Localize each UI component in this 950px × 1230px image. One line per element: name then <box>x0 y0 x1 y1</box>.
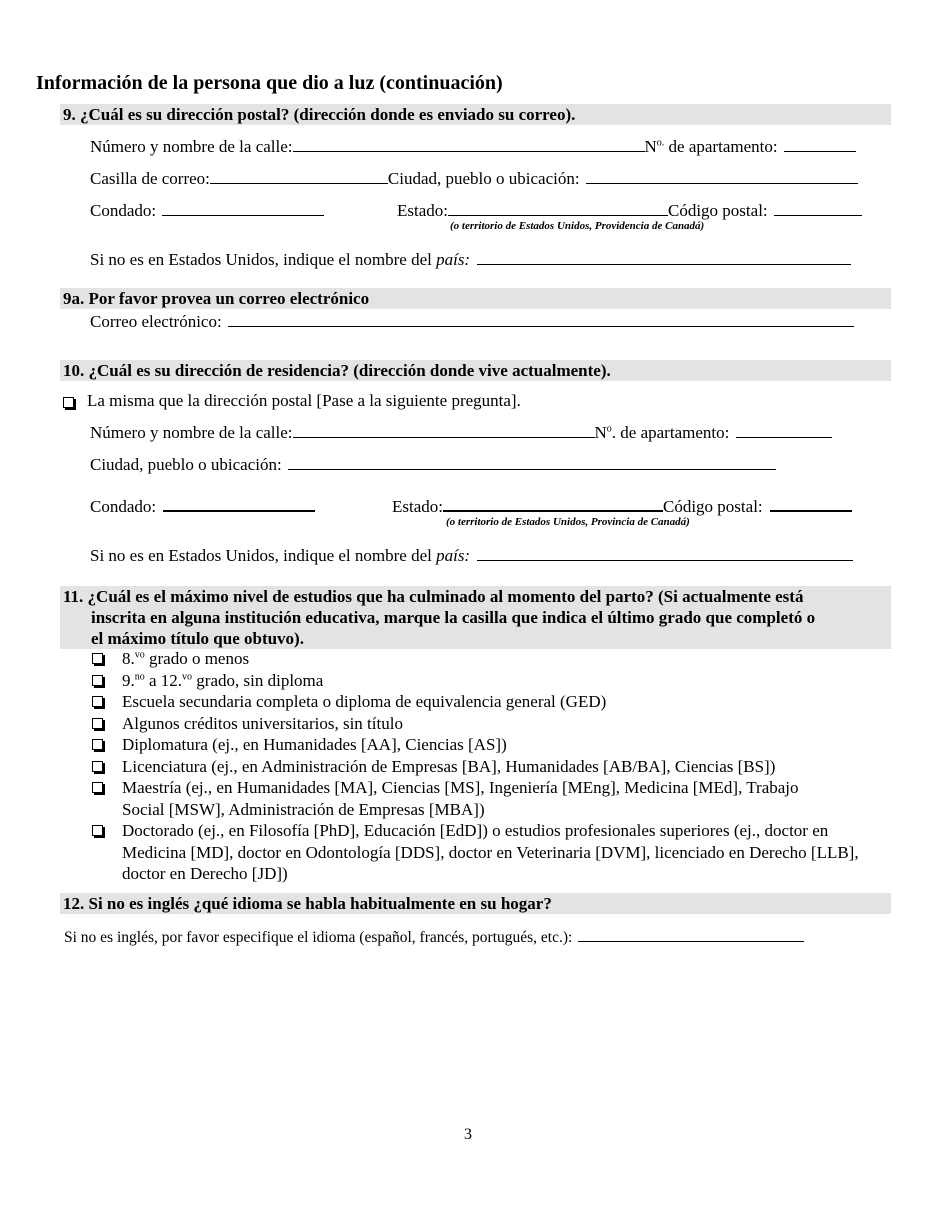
q10-street-row <box>90 422 832 443</box>
q11-option-4: Algunos créditos universitarios, sin título <box>91 713 892 735</box>
q9-street-row <box>90 136 856 157</box>
q10-apt-field[interactable] <box>736 422 832 438</box>
q11-option-8: Doctorado (ej., en Filosofía [PhD], Educación [EdD]) o estudios profesionales superiores (ej., doctor en Medicina [MD], doctor en Odontología [DDS], doctor en Veterinaria [DVM], licenciado en Derecho [LLB], doctor en Derecho [JD]) <box>91 820 892 885</box>
q10-same-label: La misma que la dirección postal [Pase a la siguiente pregunta]. <box>87 391 521 410</box>
q10-city-label: Ciudad, pueblo o ubicación: <box>90 455 282 474</box>
q10-apt-label: $N^o$. de apartamento: <box>594 423 730 442</box>
q12-language-row <box>64 926 804 948</box>
q10-state-note: (o territorio de Estados Unidos, Provincia de Canadá) <box>446 516 690 528</box>
q9-country-label: Si no es en Estados Unidos, indique el nombre del país: <box>90 250 471 269</box>
q9-state-label: Estado: <box>397 201 448 220</box>
q9a-heading: 9a. Por favor provea un correo electrónico <box>60 288 891 309</box>
q11-option-3-checkbox[interactable] <box>92 696 103 707</box>
page-number: 3 <box>464 1126 472 1143</box>
q9-apt-label: $N^{o.}$ de apartamento: <box>644 137 778 156</box>
q9-heading: 9. ¿Cuál es su dirección postal? (dirección donde es enviado su correo). <box>60 104 891 125</box>
q12-heading: 12. Si no es inglés ¿qué idioma se habla habitualmente en su hogar? <box>60 893 891 914</box>
q9-state-row <box>397 200 862 221</box>
q9-county-row <box>90 200 324 221</box>
q9a-email-field[interactable] <box>228 311 854 327</box>
q9a-email-label: Correo electrónico: <box>90 312 222 331</box>
q9-street-label: Número y nombre de la calle: <box>90 137 293 156</box>
q11-heading: 11. ¿Cuál es el máximo nivel de estudios que ha culminado al momento del parto? (Si actualmente está inscrita en alguna institución educativa, marque la casilla que indica el último grado que completó o el máximo título que obtuvo). <box>60 586 891 649</box>
q10-county-label: Condado: <box>90 497 157 516</box>
q11-option-3: Escuela secundaria completa o diploma de equivalencia general (GED) <box>91 691 892 713</box>
q9-pobox-field[interactable] <box>210 168 388 184</box>
q9-country-field[interactable] <box>477 249 851 265</box>
q9-county-field[interactable] <box>162 200 324 216</box>
q11-option-1: 8.$^{vo}$ grado o menos <box>91 648 892 670</box>
q9-city-field[interactable] <box>586 168 858 184</box>
q10-country-field[interactable] <box>477 545 853 561</box>
q11-option-8-checkbox[interactable] <box>92 825 103 836</box>
q11-options <box>91 648 892 885</box>
q11-option-5-checkbox[interactable] <box>92 739 103 750</box>
q9-pobox-row <box>90 168 858 189</box>
q11-option-6: Licenciatura (ej., en Administración de Empresas [BA], Humanidades [AB/BA], Ciencias [BS]) <box>91 756 892 778</box>
q9-street-field[interactable] <box>293 136 645 152</box>
section-title: Información de la persona que dio a luz (continuación) <box>36 72 503 94</box>
q11-option-7-checkbox[interactable] <box>92 782 103 793</box>
q10-country-row <box>90 545 853 566</box>
q9-state-field[interactable] <box>448 200 668 216</box>
q9-apt-field[interactable] <box>784 136 856 152</box>
q11-option-4-checkbox[interactable] <box>92 718 103 729</box>
q10-state-field[interactable] <box>443 495 663 512</box>
q10-same-checkbox[interactable] <box>63 397 74 408</box>
q9-country-row <box>90 249 851 270</box>
q11-option-2: 9.$^{no}$ a 12.$^{vo}$ grado, sin diploma <box>91 670 892 692</box>
q11-option-6-checkbox[interactable] <box>92 761 103 772</box>
q11-option-7: Maestría (ej., en Humanidades [MA], Ciencias [MS], Ingeniería [MEng], Medicina [MEd], Trabajo Social [MSW], Administración de Empresas [MBA]) <box>91 777 822 820</box>
q10-state-label: Estado: <box>392 497 443 516</box>
q10-city-row <box>90 454 776 475</box>
q11-option-2-checkbox[interactable] <box>92 675 103 686</box>
q10-street-field[interactable] <box>293 422 595 438</box>
q9-state-note: (o territorio de Estados Unidos, Providencia de Canadá) <box>450 220 705 232</box>
q10-street-label: Número y nombre de la calle: <box>90 423 293 442</box>
q9-zip-field[interactable] <box>774 200 862 216</box>
q9-county-label: Condado: <box>90 201 157 220</box>
q10-heading: 10. ¿Cuál es su dirección de residencia? (dirección donde vive actualmente). <box>60 360 891 381</box>
q11-option-5: Diplomatura (ej., en Humanidades [AA], Ciencias [AS]) <box>91 734 892 756</box>
q12-language-label: Si no es inglés, por favor especifique el idioma (español, francés, portugués, etc.): <box>64 929 573 946</box>
q10-county-field[interactable] <box>163 495 315 512</box>
q10-city-field[interactable] <box>288 454 776 470</box>
q10-zip-field[interactable] <box>770 495 852 512</box>
q10-county-row <box>90 495 315 517</box>
q10-zip-label: Código postal: <box>663 497 763 516</box>
q9a-email-row <box>90 311 854 332</box>
q10-same-row <box>63 391 521 411</box>
q10-state-row <box>392 495 852 517</box>
q12-language-field[interactable] <box>578 926 804 942</box>
q9-pobox-label: Casilla de correo: <box>90 169 210 188</box>
q9-zip-label: Código postal: <box>668 201 768 220</box>
q11-option-1-checkbox[interactable] <box>92 653 103 664</box>
q10-country-label: Si no es en Estados Unidos, indique el nombre del país: <box>90 546 471 565</box>
q9-city-label: Ciudad, pueblo o ubicación: <box>387 169 580 188</box>
